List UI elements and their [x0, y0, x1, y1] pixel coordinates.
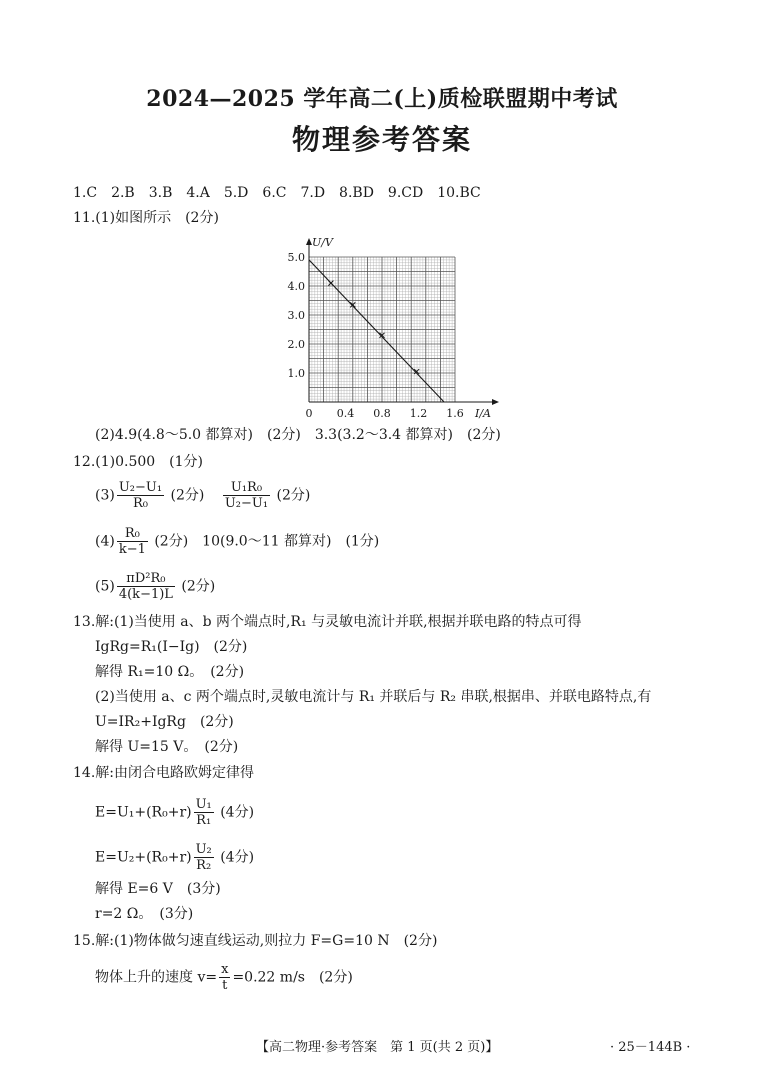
q14-line4: 解得 E=6 V (3分) [95, 881, 221, 897]
q12-part5-score: (2分) [181, 578, 216, 595]
footer-page-info: 【高二物理·参考答案 第 1 页(共 2 页)】 [256, 1040, 499, 1055]
q14-line1: 14.解:由闭合电路欧姆定律得 [73, 765, 254, 781]
q14-equation1 [95, 797, 254, 828]
x-axis-label: I/A [475, 407, 491, 420]
q11-part1: 11.(1)如图所示 (2分) [73, 210, 219, 226]
q14-eq2-text: E=U₂+(R₀+r) [95, 849, 192, 866]
q14-eq1-score: (4分) [220, 804, 255, 821]
q13-line1: 13.解:(1)当使用 a、b 两个端点时,R₁ 与灵敏电流计并联,根据并联电路的特点可得 [73, 614, 582, 630]
ui-graph [280, 232, 510, 422]
q12-part3-score2: (2分) [276, 487, 311, 504]
q12-fraction-2: $\frac{\text{U₁R₀}}{\text{U₂−U₁}}$ [224, 480, 269, 511]
page-subtitle: 物理参考答案 [291, 123, 472, 156]
q14-line5: r=2 Ω。 (3分) [95, 906, 194, 922]
grid-major [309, 257, 455, 402]
q15-line1: 15.解:(1)物体做匀速直线运动,则拉力 F=G=10 N (2分) [73, 933, 438, 949]
q13-line2: IgRg=R₁(I−Ig) (2分) [95, 639, 248, 655]
q11-part2: (2)4.9(4.8～5.0 都算对) (2分) 3.3(3.2～3.4 都算对) (2分) [95, 427, 501, 443]
q14-fraction-1: $\frac{\text{U₁}}{\text{R₁}}$ [195, 797, 212, 828]
q12-part4-rest: (2分) 10(9.0～11 都算对) (1分) [154, 533, 380, 550]
q12-part1: 12.(1)0.500 (1分) [73, 454, 204, 470]
q14-equation2 [95, 842, 254, 873]
x-tick-label: 0 [305, 407, 313, 420]
q12-part5 [95, 571, 215, 602]
q15-line2-text: 物体上升的速度 v= [95, 969, 218, 986]
y-axis-label: U/V [312, 236, 333, 249]
q12-part4 [95, 526, 379, 557]
q13-line3: 解得 R₁=10 Ω。 (2分) [95, 664, 245, 680]
tick-labels [288, 236, 492, 420]
page-title: 2024—2025 学年高二(上)质检联盟期中考试 [146, 86, 618, 112]
y-tick-label: 3.0 [287, 309, 305, 322]
q15-fraction-1: $\frac{x}{t}$ [221, 962, 229, 993]
q15-line2 [95, 962, 353, 993]
q14-fraction-2: $\frac{\text{U₂}}{\text{R₂}}$ [195, 842, 212, 873]
q12-fraction-3: $\frac{\text{R₀}}{k-1}$ [118, 526, 146, 557]
q14-eq2-score: (4分) [220, 849, 255, 866]
q12-part3-label: (3) [95, 487, 115, 504]
q12-part3-score1: (2分) [170, 487, 205, 504]
q12-part4-label: (4) [95, 533, 115, 550]
x-tick-label: 0.8 [373, 407, 391, 420]
choice-answers: 1.C 2.B 3.B 4.A 5.D 6.C 7.D 8.BD 9.CD 10.BC [73, 185, 481, 201]
x-tick-label: 0.4 [336, 407, 355, 420]
q12-part5-label: (5) [95, 578, 115, 595]
x-tick-label: 1.6 [446, 407, 464, 420]
q13-line4: (2)当使用 a、c 两个端点时,灵敏电流计与 R₁ 并联后与 R₂ 串联,根据串、并联电路特点,有 [95, 689, 652, 705]
q12-fraction-4: $\frac{\text{πD²R₀}}{4(k-1)L}$ [118, 571, 173, 602]
y-tick-label: 1.0 [287, 367, 305, 380]
y-tick-label: 2.0 [287, 338, 305, 351]
y-tick-label: 4.0 [287, 280, 305, 293]
y-tick-label: 5.0 [287, 251, 305, 264]
footer-code: · 25－144B · [610, 1040, 691, 1055]
q12-part3 [95, 480, 310, 511]
q13-line5: U=IR₂+IgRg (2分) [95, 714, 234, 730]
q12-fraction-1: $\frac{\text{U₂−U₁}}{\text{R₀}}$ [118, 480, 163, 511]
q15-line2-rest: =0.22 m/s (2分) [232, 969, 353, 986]
x-tick-label: 1.2 [409, 407, 428, 420]
x-axis-arrow [492, 399, 499, 405]
q14-eq1-text: E=U₁+(R₀+r) [95, 804, 192, 821]
q13-line6: 解得 U=15 V。 (2分) [95, 739, 239, 755]
